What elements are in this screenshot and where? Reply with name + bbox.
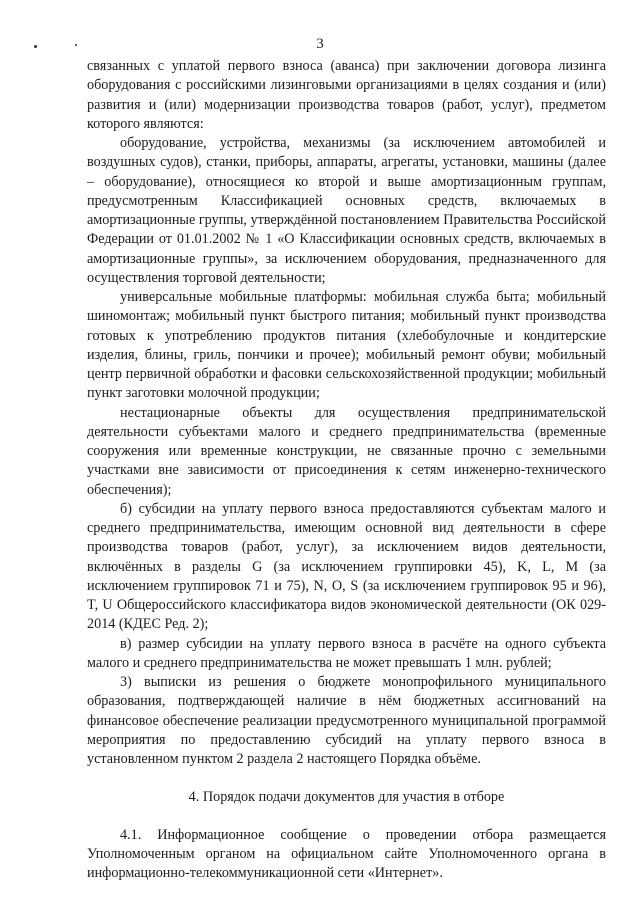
- paragraph-mobile-platforms: универсальные мобильные платформы: мобильная служба быта; мобильный шиномонтаж; мобильный пункт быстрого питания; мобильный пункт производства готовых к употреблению продуктов питания (хлебобулочные и кондитерские изделия, блины, гриль, пончики и прочее); мобильный ремонт обуви; мобильный центр первичной обработки и фасовки сельскохозяйственной продукции; мобильный пункт заготовки молочной продукции;: [87, 289, 606, 402]
- paragraph-item-v: в) размер субсидии на уплату первого взноса в расчёте на одного субъекта малого и среднего предпринимательства не может превышать 1 млн. рублей;: [87, 635, 606, 671]
- paragraph-4-1: 4.1. Информационное сообщение о проведении отбора размещается Уполномоченным органом на официальном сайте Уполномоченного органа в информационно-телекоммуникационной сети «Интернет».: [87, 826, 606, 881]
- paragraph-item-b: б) субсидии на уплату первого взноса предоставляются субъектам малого и среднего предпринимательства, имеющим основной вид деятельности в сфере производства товаров (работ, услуг), за исключением видов деятельности, включённых в разделы G (за исключением группировки 45), K, L, M (за исключением группировок 71 и 75), N, O, S (за исключением группировок 95 и 96), T, U Общероссийского классификатора видов экономической деятельности (ОК 029-2014 (КДЕС Ред. 2);: [87, 500, 606, 633]
- document-body: [87, 57, 606, 883]
- paragraph-item-3: 3) выписки из решения о бюджете монопрофильного муниципального образования, подтверждающей наличие в нём бюджетных ассигнований на финансовое обеспечение реализации предусмотренного муниципальной программой мероприятия по предоставлению субсидий на уплату первого взноса в установленном пунктом 2 раздела 2 настоящего Порядка объёме.: [87, 674, 606, 767]
- paragraph-continuation: связанных с уплатой первого взноса (аванса) при заключении договора лизинга оборудования с российскими лизинговыми организациями в целях создания и (или) развития и (или) модернизации производства товаров (работ, услуг), предметом которого являются:: [87, 58, 606, 132]
- paragraph-non-stationary-objects: нестационарные объекты для осуществления предпринимательской деятельности субъектами малого и среднего предпринимательства (временные сооружения или временные конструкции, не связанные прочно с земельными участками вне зависимости от присоединения к сетям инженерно-технического обеспечения);: [87, 404, 606, 498]
- paragraph-equipment: оборудование, устройства, механизмы (за исключением автомобилей и воздушных судов), станки, приборы, аппараты, агрегаты, установки, машины (далее – оборудование), относящиеся ко второй и выше амортизационным группам, предусмотренным Классификацией основных средств, включаемых в амортизационные группы, утверждённой постановлением Правительства Российской Федерации от 01.01.2002 № 1 «О Классификации основных средств, включаемых в амортизационные группы», за исключением оборудования, предназначенного для осуществления торговой деятельности;: [87, 135, 606, 286]
- section-heading: 4. Порядок подачи документов для участия в отборе: [188, 789, 505, 806]
- page-number: 3: [316, 36, 324, 52]
